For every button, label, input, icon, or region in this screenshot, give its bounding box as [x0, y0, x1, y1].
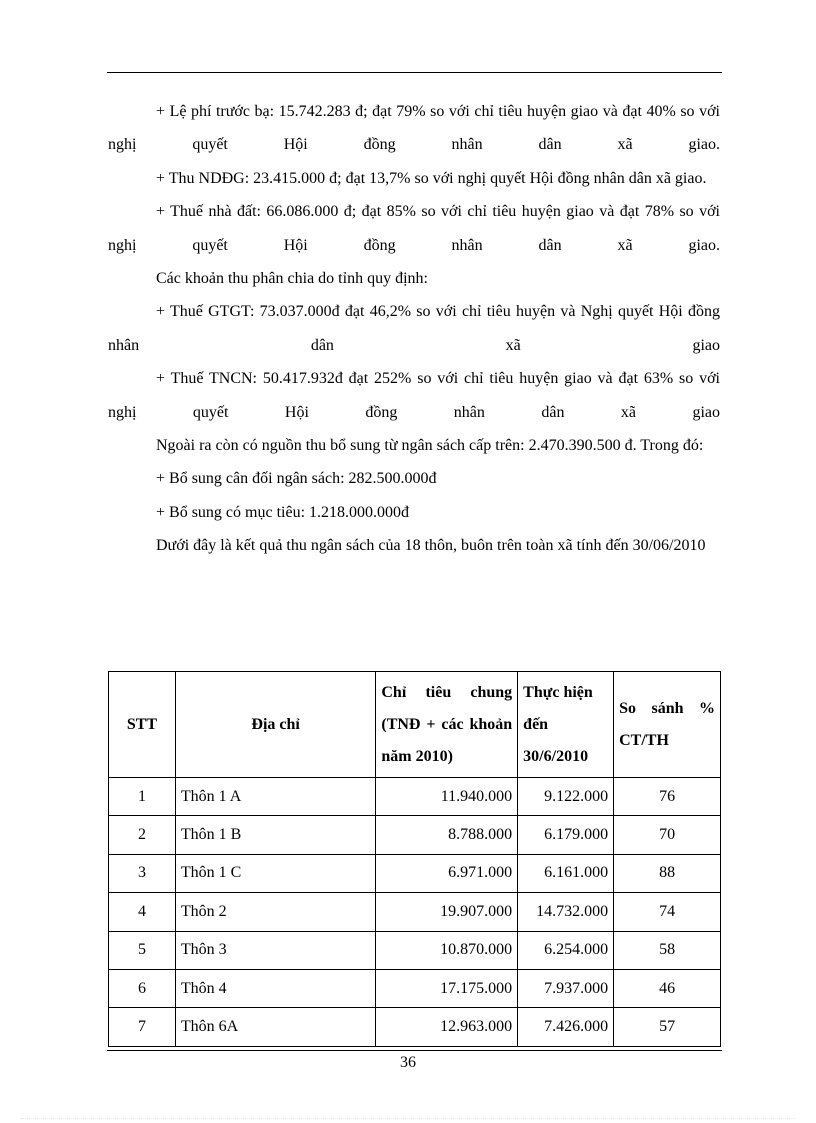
table-row	[109, 1008, 721, 1046]
table-row	[109, 893, 721, 931]
table-row	[109, 854, 721, 892]
header-compare: So sánh % CT/TH	[614, 672, 721, 778]
cell-address: Thôn 2	[175, 893, 375, 931]
cell-percent: 70	[614, 816, 721, 854]
body-text	[108, 95, 720, 563]
cell-stt: 4	[109, 893, 176, 931]
table-row	[109, 778, 721, 816]
cell-actual: 7.426.000	[518, 1008, 614, 1046]
paragraph-supplementary-revenue: Ngoài ra còn có nguồn thu bổ sung từ ngân sách cấp trên: 2.470.390.500 đ. Trong đó:	[156, 437, 704, 455]
cell-actual: 14.732.000	[518, 893, 614, 931]
cell-address: Thôn 1 A	[175, 778, 375, 816]
paragraph-land-use-fee: + Thu NDĐG: 23.415.000 đ; đạt 13,7% so với nghị quyết Hội đồng nhân dân xã giao.	[156, 169, 707, 187]
paragraph-vat: + Thuế GTGT: 73.037.000đ đạt 46,2% so với chỉ tiêu huyện và Nghị quyết Hội đồng nhân dân xã giao	[108, 303, 720, 354]
cell-target: 17.175.000	[376, 969, 518, 1007]
cell-stt: 3	[109, 854, 176, 892]
cell-target: 12.963.000	[376, 1008, 518, 1046]
cell-address: Thôn 4	[175, 969, 375, 1007]
paragraph-pit: + Thuế TNCN: 50.417.932đ đạt 252% so với chỉ tiêu huyện giao và đạt 63% so với nghị quyết Hội đồng nhân dân xã giao	[108, 370, 720, 421]
cell-address: Thôn 1 C	[175, 854, 375, 892]
cell-address: Thôn 1 B	[175, 816, 375, 854]
cell-actual: 6.254.000	[518, 931, 614, 969]
cell-actual: 9.122.000	[518, 778, 614, 816]
header-target: Chỉ tiêu chung (TNĐ + các khoản năm 2010)	[376, 672, 518, 778]
cell-target: 10.870.000	[376, 931, 518, 969]
footer-rule	[107, 1050, 722, 1051]
cell-percent: 57	[614, 1008, 721, 1046]
header-stt: STT	[109, 672, 176, 778]
cell-stt: 6	[109, 969, 176, 1007]
cell-percent: 74	[614, 893, 721, 931]
paragraph-table-intro: Dưới đây là kết quả thu ngân sách của 18 thôn, buôn trên toàn xã tính đến 30/06/2010	[156, 537, 706, 555]
cell-percent: 76	[614, 778, 721, 816]
table-row	[109, 931, 721, 969]
table-row	[109, 969, 721, 1007]
cell-actual: 7.937.000	[518, 969, 614, 1007]
cell-target: 19.907.000	[376, 893, 518, 931]
cell-actual: 6.161.000	[518, 854, 614, 892]
paragraph-targeted-supplement: + Bổ sung có mục tiêu: 1.218.000.000đ	[156, 503, 410, 521]
paragraph-balance-supplement: + Bổ sung cân đối ngân sách: 282.500.000đ	[156, 470, 437, 488]
paragraph-shared-revenue: Các khoản thu phân chia do tỉnh quy định:	[156, 270, 428, 288]
cell-actual: 6.179.000	[518, 816, 614, 854]
cell-percent: 58	[614, 931, 721, 969]
page-number: 36	[400, 1054, 416, 1071]
table-header-row	[109, 672, 721, 778]
cell-target: 8.788.000	[376, 816, 518, 854]
cell-target: 6.971.000	[376, 854, 518, 892]
table-row	[109, 816, 721, 854]
cell-percent: 46	[614, 969, 721, 1007]
budget-table	[108, 671, 721, 1047]
cell-percent: 88	[614, 854, 721, 892]
cell-stt: 5	[109, 931, 176, 969]
cell-stt: 7	[109, 1008, 176, 1046]
cell-address: Thôn 6A	[175, 1008, 375, 1046]
cell-stt: 1	[109, 778, 176, 816]
paragraph-land-tax: + Thuế nhà đất: 66.086.000 đ; đạt 85% so với chỉ tiêu huyện giao và đạt 78% so với nghị quyết Hội đồng nhân dân xã giao.	[108, 203, 720, 254]
cell-stt: 2	[109, 816, 176, 854]
header-actual: Thực hiện đến 30/6/2010	[518, 672, 614, 778]
header-rule	[107, 72, 722, 73]
header-address: Địa chỉ	[175, 672, 375, 778]
cell-address: Thôn 3	[175, 931, 375, 969]
paragraph-registration-fee: + Lệ phí trước bạ: 15.742.283 đ; đạt 79% so với chỉ tiêu huyện giao và đạt 40% so với nghị quyết Hội đồng nhân dân xã giao.	[108, 103, 720, 154]
cell-target: 11.940.000	[376, 778, 518, 816]
page-edge-divider	[20, 1118, 796, 1119]
